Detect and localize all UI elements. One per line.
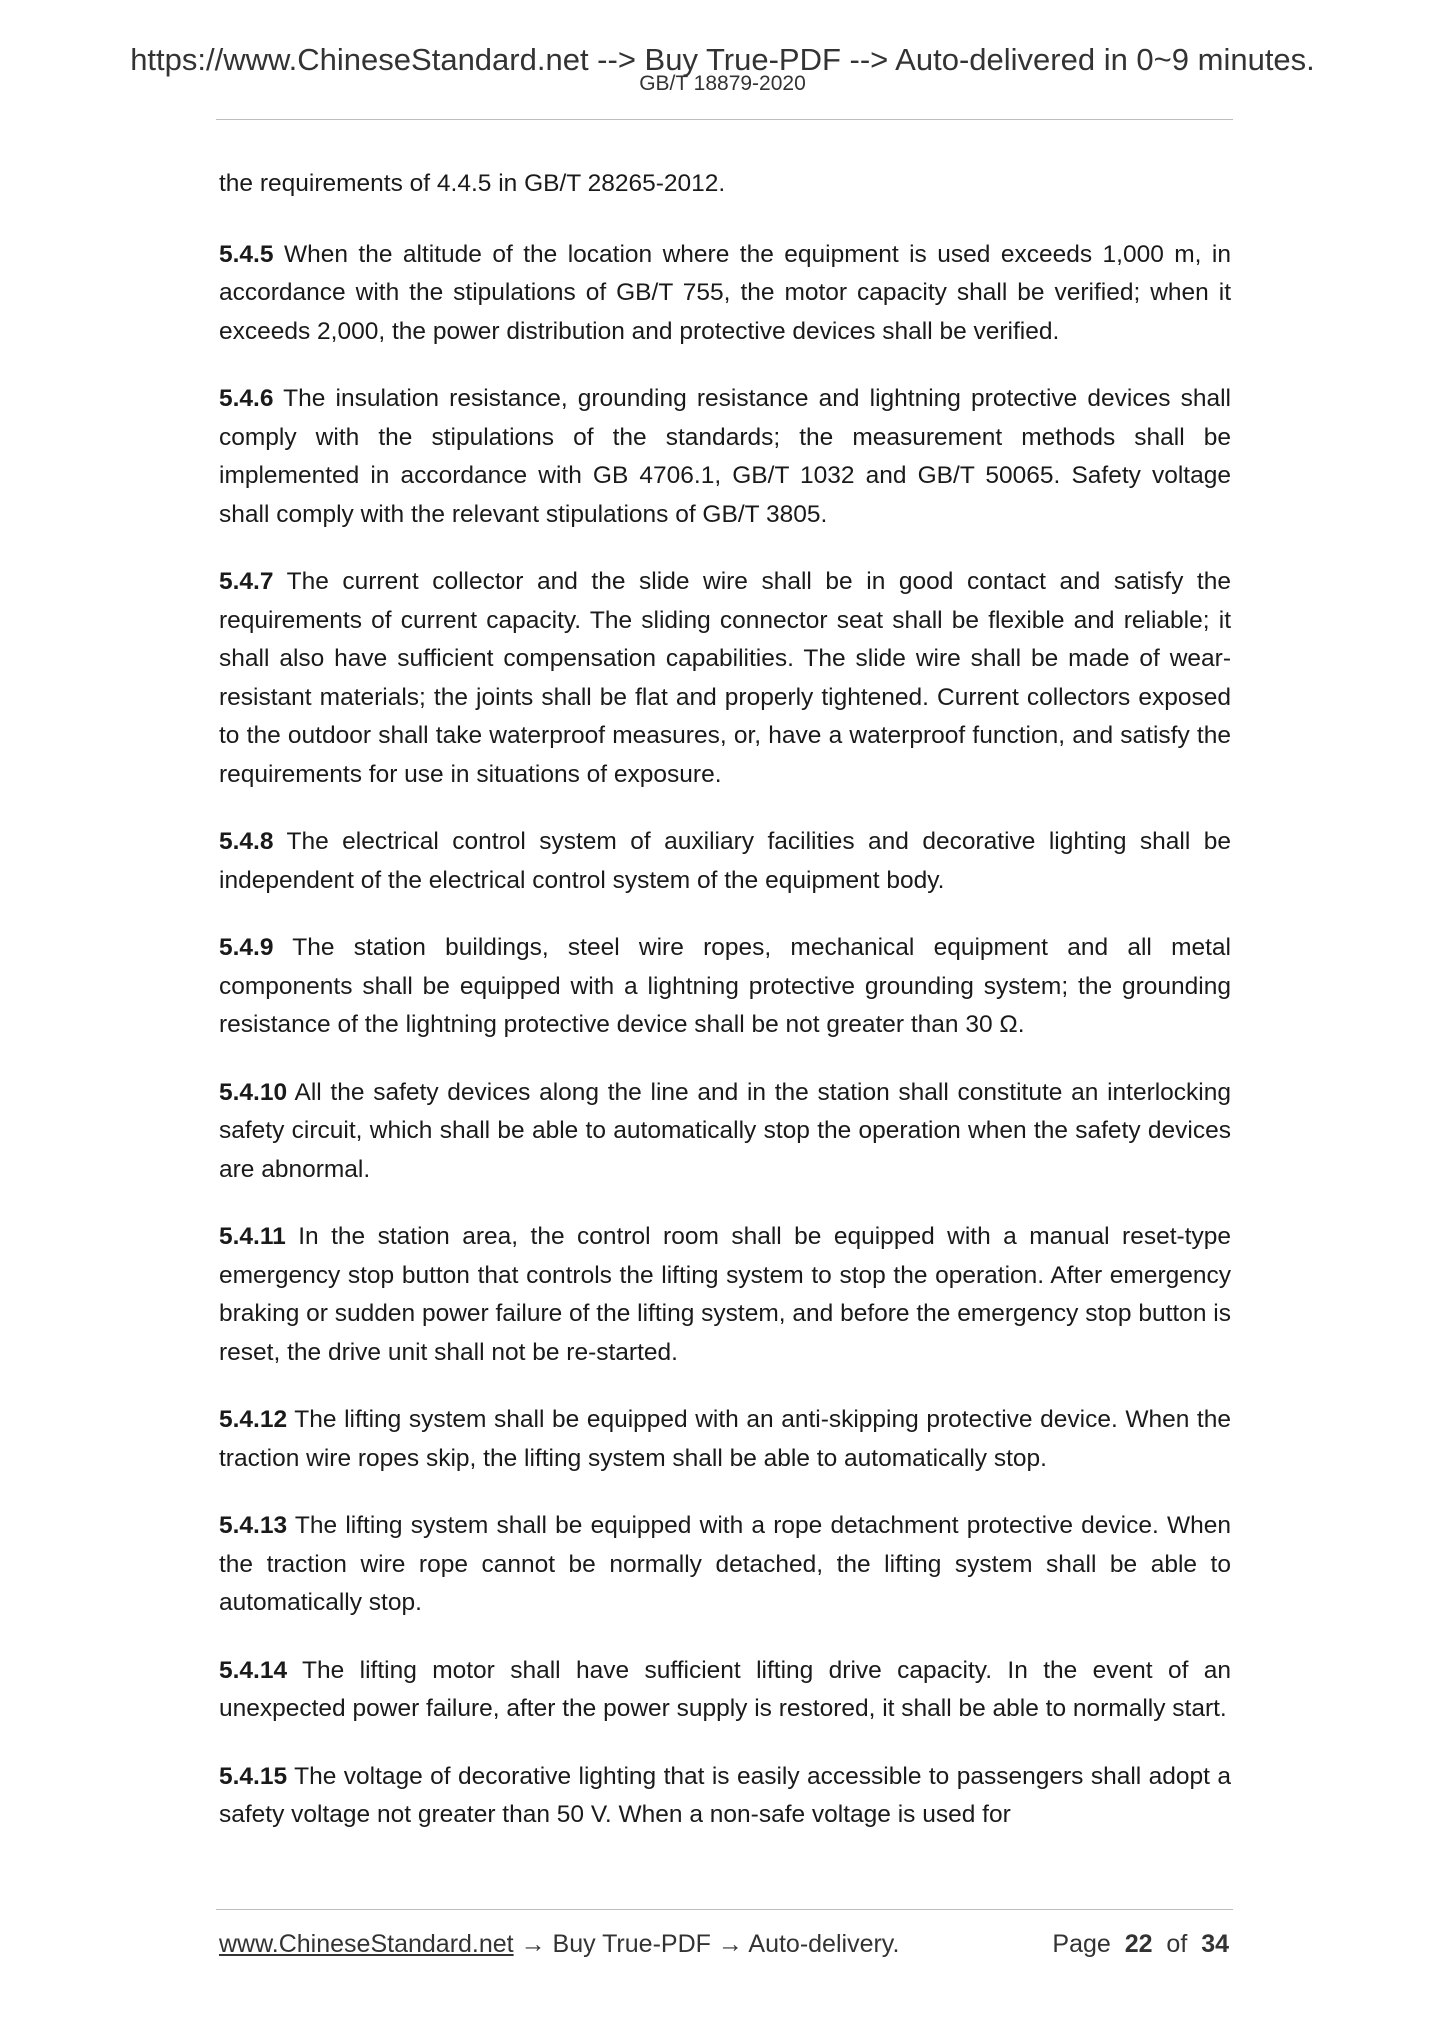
clause-5-4-13 [219, 1507, 1231, 1623]
clause-5-4-11 [219, 1218, 1231, 1372]
page-current: 22 [1124, 1930, 1153, 1958]
clause-number: 5.4.9 [219, 934, 274, 961]
clause-text: The lifting system shall be equipped with an anti-skipping protective device. When the traction wire ropes skip, the lifting system shall be able to automatically stop. [219, 1406, 1231, 1472]
document-body [219, 165, 1231, 1864]
clause-number: 5.4.14 [219, 1656, 288, 1684]
clause-number: 5.4.10 [219, 1078, 288, 1106]
clause-text: The electrical control system of auxiliary facilities and decorative lighting shall be independent of the electrical control system of the equipment body. [219, 828, 1231, 894]
clause-text: The lifting motor shall have sufficient lifting drive capacity. In the event of an unexpected power failure, after the power supply is restored, it shall be able to normally start. [219, 1656, 1231, 1722]
source-banner: https://www.ChineseStandard.net --> Buy True-PDF --> Auto-delivered in 0~9 minutes. [130, 42, 1315, 77]
clause-text: In the station area, the control room shall be equipped with a manual reset-type emergency stop button that controls the lifting system to stop the operation. After emergency braking or sudden power failure of the lifting system, and before the emergency stop button is reset, the drive unit shall not be re-started. [219, 1223, 1231, 1366]
clause-number: 5.4.13 [219, 1512, 288, 1539]
clause-number: 5.4.12 [219, 1406, 288, 1433]
clause-text: All the safety devices along the line and in the station shall constitute an interlocking safety circuit, which shall be able to automatically stop the operation when the safety devices are abnormal. [219, 1078, 1231, 1183]
clause-text: The voltage of decorative lighting that is easily accessible to passengers shall adopt a safety voltage not greater than 50 V. When a non-safe voltage is used for [219, 1762, 1231, 1828]
website-link[interactable]: www.ChineseStandard.net [219, 1930, 514, 1958]
clause-5-4-7 [219, 563, 1231, 794]
page-of-label: of [1166, 1930, 1188, 1958]
clause-number: 5.4.11 [219, 1223, 286, 1250]
clause-5-4-6 [219, 380, 1231, 534]
clause-text: The current collector and the slide wire shall be in good contact and satisfy the requirements of current capacity. The sliding connector seat shall be flexible and reliable; it shall also have sufficient compensation capabilities. The slide wire shall be made of wear-resistant materials; the joints shall be flat and properly tightened. Current collectors exposed to the outdoor shall take waterproof measures, or, have a waterproof function, and satisfy the requirements for use in situations of exposure. [219, 568, 1231, 788]
clause-5-4-12 [219, 1401, 1231, 1478]
document-code: GB/T 18879-2020 [639, 72, 806, 95]
clause-5-4-5 [219, 236, 1231, 352]
footer-divider [216, 1909, 1233, 1910]
page-label: Page [1052, 1930, 1111, 1958]
clause-number: 5.4.5 [219, 240, 274, 268]
clause-number: 5.4.15 [219, 1762, 288, 1790]
clause-number: 5.4.8 [219, 828, 274, 855]
header-divider [216, 119, 1233, 120]
clause-5-4-10 [219, 1074, 1231, 1190]
footer-tagline: → Buy True-PDF → Auto-delivery. [513, 1930, 900, 1958]
clause-5-4-15 [219, 1758, 1231, 1835]
clause-text: The station buildings, steel wire ropes, mechanical equipment and all metal components shall be equipped with a lightning protective grounding system; the grounding resistance of the lightning protective device shall be not greater than 30 Ω. [219, 934, 1231, 1038]
clause-text: The insulation resistance, grounding resistance and lightning protective devices shall comply with the stipulations of the standards; the measurement methods shall be implemented in accordance with GB 4706.1, GB/T 1032 and GB/T 50065. Safety voltage shall comply with the relevant stipulations of GB/T 3805. [219, 385, 1231, 528]
page-indicator [1052, 1924, 1229, 1964]
clause-number: 5.4.7 [219, 568, 274, 595]
intro-paragraph: the requirements of 4.4.5 in GB/T 28265-2012. [219, 170, 726, 197]
clause-text: The lifting system shall be equipped with a rope detachment protective device. When the traction wire rope cannot be normally detached, the lifting system shall be able to automatically stop. [219, 1512, 1231, 1616]
page-footer [219, 1924, 1229, 1964]
clause-number: 5.4.6 [219, 385, 274, 412]
footer-source [219, 1924, 899, 1964]
clause-5-4-9 [219, 929, 1231, 1045]
clause-5-4-8 [219, 823, 1231, 900]
page-total: 34 [1201, 1930, 1229, 1958]
clause-text: When the altitude of the location where the equipment is used exceeds 1,000 m, in accordance with the stipulations of GB/T 755, the motor capacity shall be verified; when it exceeds 2,000, the power distribution and protective devices shall be verified. [219, 240, 1231, 345]
clause-5-4-14 [219, 1652, 1231, 1729]
